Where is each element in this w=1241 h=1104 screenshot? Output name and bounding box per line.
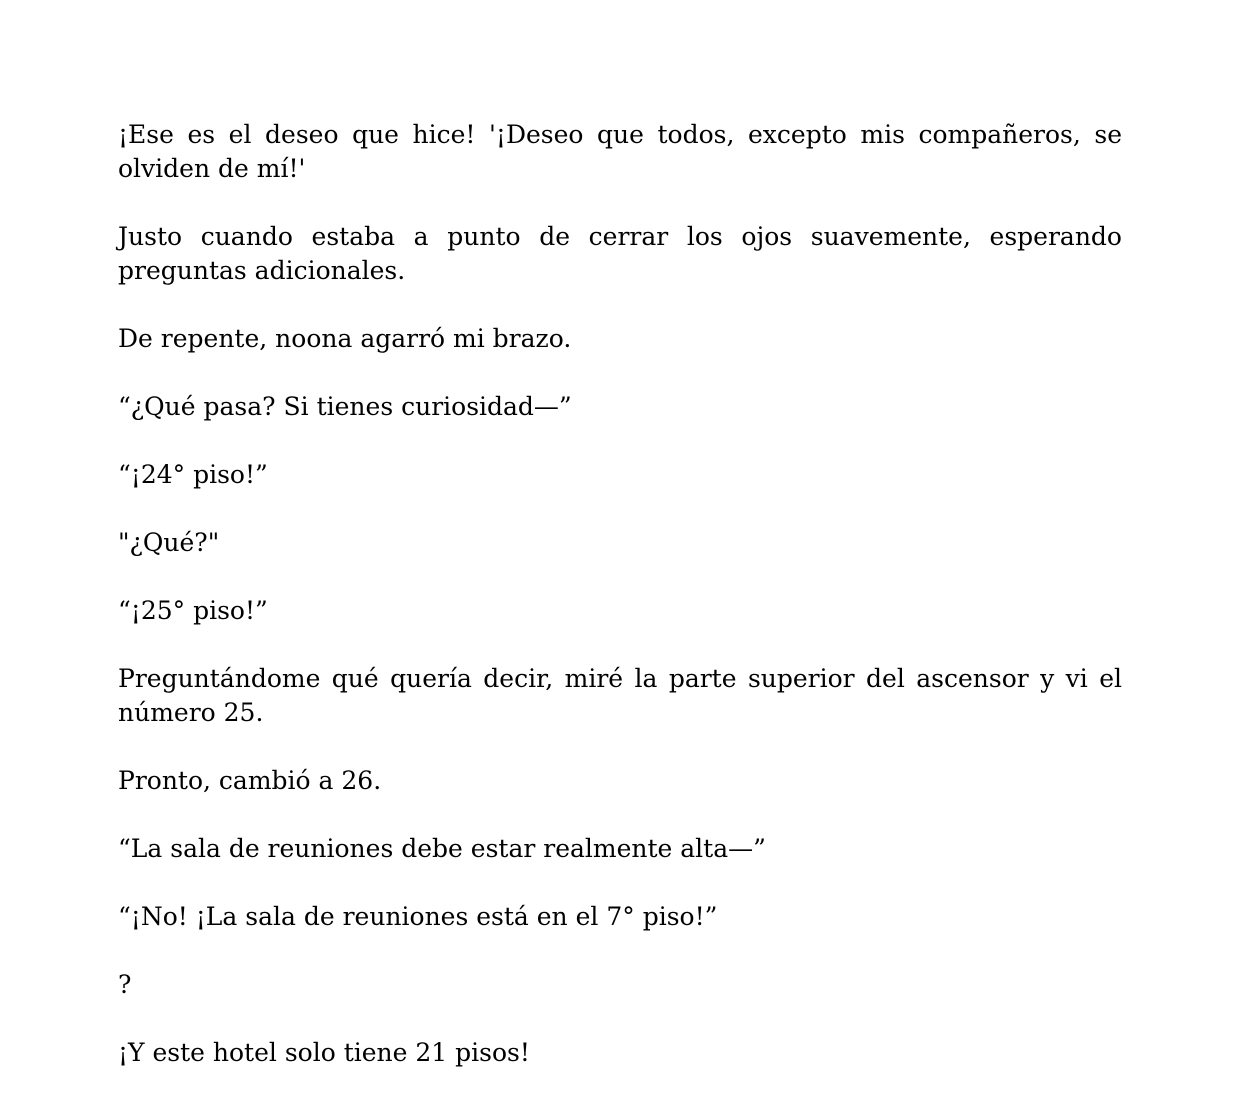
paragraph: ¡Y este hotel solo tiene 21 pisos! xyxy=(118,1038,530,1067)
paragraph: ? xyxy=(118,970,132,999)
paragraph: “¿Qué pasa? Si tienes curiosidad—” xyxy=(118,392,572,421)
paragraph: “¡25° piso!” xyxy=(118,596,268,625)
paragraph: Pronto, cambió a 26. xyxy=(118,766,382,795)
paragraph: “¡No! ¡La sala de reuniones está en el 7° piso!” xyxy=(118,902,718,931)
paragraph: De repente, noona agarró mi brazo. xyxy=(118,324,572,353)
paragraph: “La sala de reuniones debe estar realmente alta—” xyxy=(118,834,766,863)
paragraph: Preguntándome qué quería decir, miré la parte superior del ascensor y vi el número 25. xyxy=(118,664,1122,727)
paragraph: ¡Ese es el deseo que hice! '¡Deseo que todos, excepto mis compañeros, se olviden de mí!' xyxy=(118,120,1122,183)
paragraph: "¿Qué?" xyxy=(118,528,220,557)
paragraph: “¡24° piso!” xyxy=(118,460,268,489)
paragraph: Justo cuando estaba a punto de cerrar los ojos suavemente, esperando preguntas adicionales. xyxy=(118,222,1122,285)
document-page xyxy=(118,118,1122,1104)
